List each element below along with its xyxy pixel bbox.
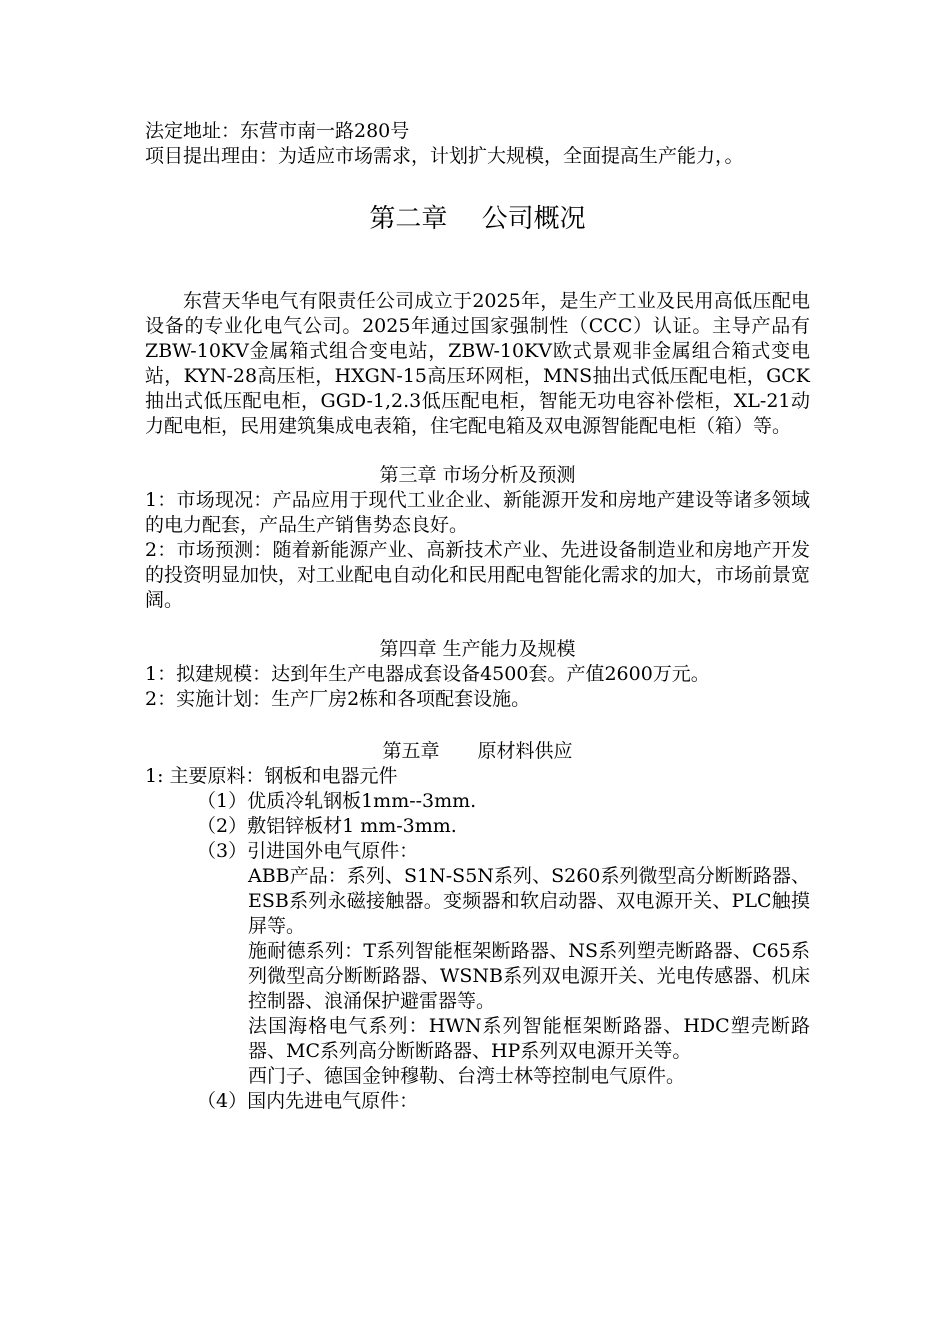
hager-products: 法国海格电气系列：HWN系列智能框架断路器、HDC塑壳断路器、MC系列高分断断路器、HP系列双电源开关等。 <box>248 1015 810 1062</box>
implementation-plan: 2：实施计划：生产厂房2栋和各项配套设施。 <box>145 688 531 710</box>
legal-address: 法定地址：东营市南一路280号 <box>145 120 410 142</box>
planned-scale: 1：拟建规模：达到年生产电器成套设备4500套。产值2600万元。 <box>145 663 710 685</box>
chapter3-title: 第三章 市场分析及预测 <box>379 464 576 486</box>
chapter2-body: 东营天华电气有限责任公司成立于2025年，是生产工业及民用高低压配电设备的专业化电气公司。2025年通过国家强制性（CCC）认证。主导产品有ZBW-10KV金属箱式组合变电站，ZBW-10KV欧式景观非金属组合箱式变电站，KYN-28高压柜，HXGN-15高压环网柜，MNS抽出式低压配电柜，GCK抽出式低压配电柜，GGD-1,2.3低压配电柜，智能无功电容补偿柜，XL-21动力配电柜，民用建筑集成电表箱，住宅配电箱及双电源智能配电柜（箱）等。 <box>145 290 810 437</box>
material-aluzinc: （2）敷铝锌板材1 mm-3mm. <box>197 815 457 837</box>
chapter5-title: 第五章 原材料供应 <box>382 740 573 762</box>
abb-products: ABB产品：系列、S1N-S5N系列、S260系列微型高分断断路器、ESB系列永磁接触器。变频器和软启动器、双电源开关、PLC触摸屏等。 <box>248 865 810 937</box>
material-imported: （3）引进国外电气原件： <box>197 840 419 862</box>
document-page <box>145 119 810 1114</box>
main-materials: 1: 主要原料：钢板和电器元件 <box>145 765 398 787</box>
market-status: 1：市场现况：产品应用于现代工业企业、新能源开发和房地产建设等诸多领域的电力配套，产品生产销售势态良好。 <box>145 489 810 536</box>
other-brands: 西门子、德国金钟穆勒、台湾士林等控制电气原件。 <box>248 1065 686 1087</box>
project-reason: 项目提出理由：为适应市场需求，计划扩大规模，全面提高生产能力，。 <box>145 145 744 167</box>
chapter4-title: 第四章 生产能力及规模 <box>379 638 576 660</box>
material-steel: （1）优质冷轧钢板1mm--3mm. <box>197 790 477 812</box>
material-domestic: （4）国内先进电气原件： <box>197 1090 419 1112</box>
market-forecast: 2：市场预测：随着新能源产业、高新技术产业、先进设备制造业和房地产开发的投资明显加快，对工业配电自动化和民用配电智能化需求的加大，市场前景宽阔。 <box>145 539 811 611</box>
chapter2-title: 第二章 公司概况 <box>369 204 586 234</box>
schneider-products: 施耐德系列：T系列智能框架断路器、NS系列塑壳断路器、C65系列微型高分断断路器、WSNB系列双电源开关、光电传感器、机床控制器、浪涌保护避雷器等。 <box>248 940 810 1012</box>
